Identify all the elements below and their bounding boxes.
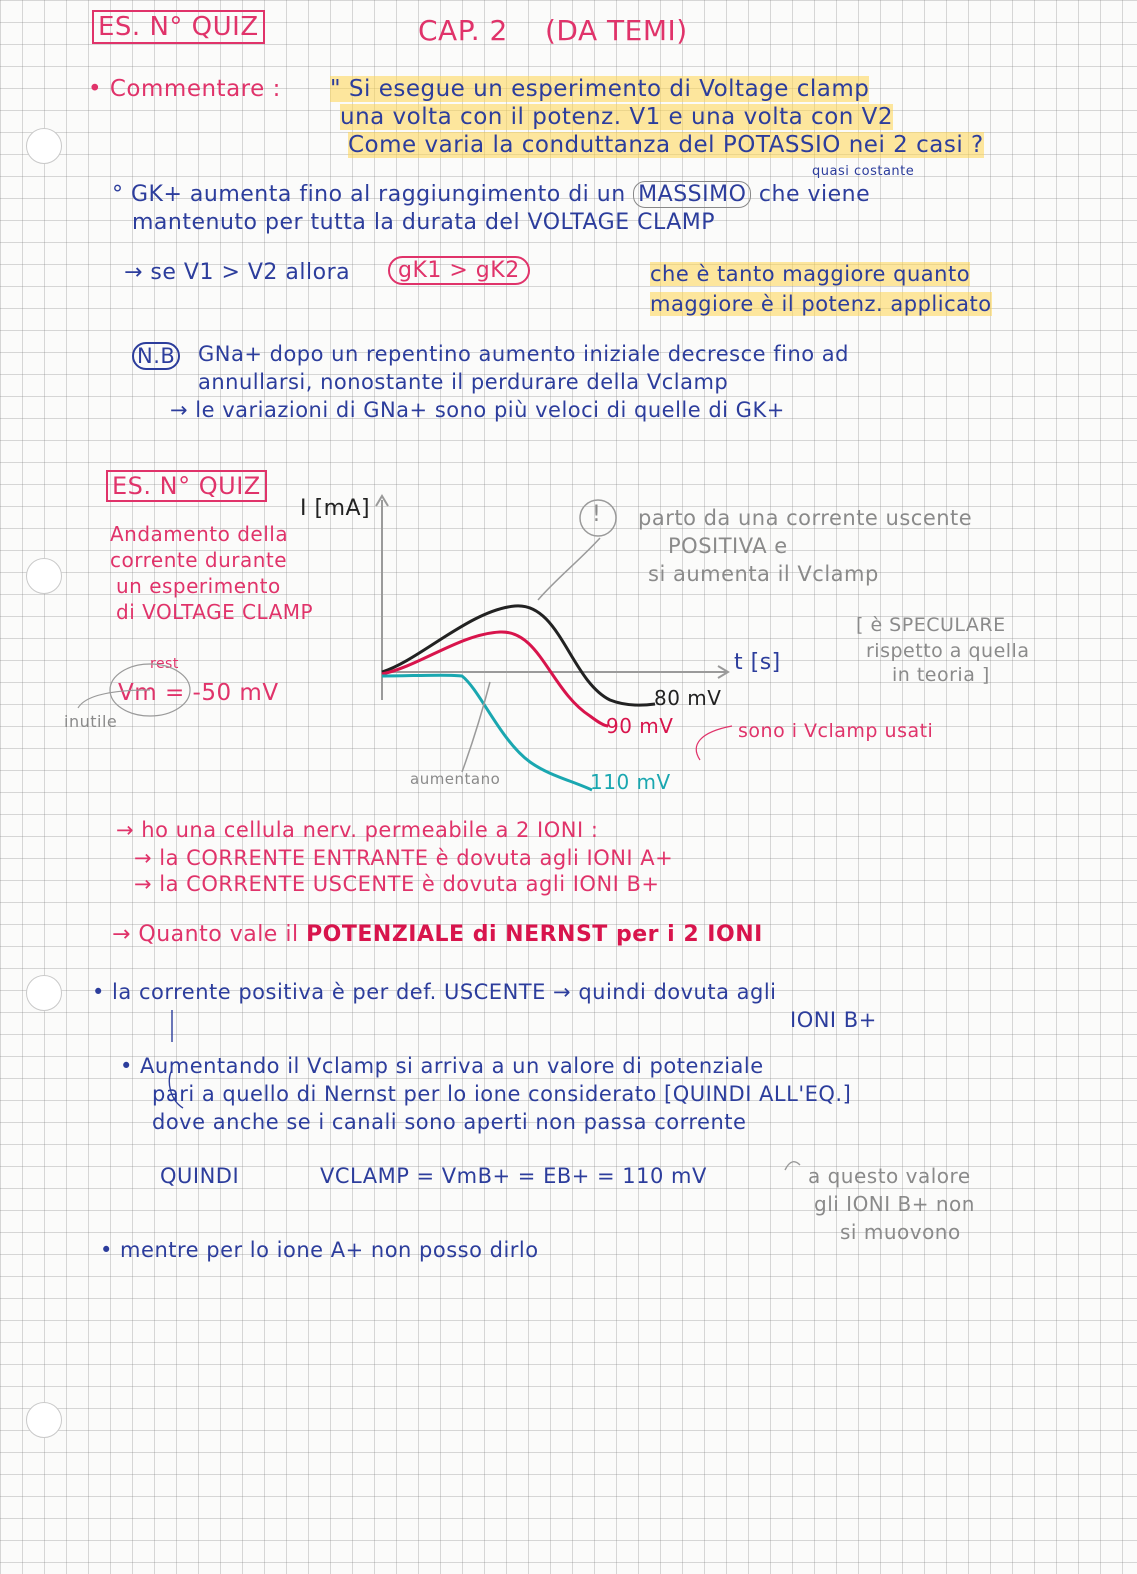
y-axis-label: I [mA] bbox=[300, 496, 371, 521]
note-arrow bbox=[785, 1162, 800, 1170]
series-80mv-line bbox=[382, 606, 655, 705]
answer-line: dove anche se i canali sono aperti non passa corrente bbox=[152, 1110, 747, 1134]
nernst-question bbox=[112, 922, 763, 947]
alert-mark: ! bbox=[592, 502, 602, 527]
answer-text: ° GK+ aumenta fino al raggiungimento di un bbox=[112, 182, 626, 207]
graph-description: di VOLTAGE CLAMP bbox=[116, 600, 314, 624]
quiz-tag: ES. N° QUIZ bbox=[92, 10, 265, 44]
nb-label: N.B bbox=[132, 342, 180, 370]
vrest-superscript: rest bbox=[150, 656, 179, 672]
cell-intro: → ho una cellula nerv. permeabile a 2 IONI : bbox=[116, 818, 599, 842]
graph-note: parto da una corrente uscente bbox=[638, 506, 973, 530]
comparison-note-text: maggiore è il potenz. applicato bbox=[650, 292, 992, 316]
x-axis-label: t [s] bbox=[734, 650, 781, 675]
graph-description: corrente durante bbox=[110, 548, 288, 572]
graph-description: un esperimento bbox=[116, 574, 281, 598]
cell-line: → la CORRENTE ENTRANTE è dovuta agli IONI A+ bbox=[134, 846, 674, 870]
comparison-prefix: → se V1 > V2 allora bbox=[124, 260, 351, 285]
nb-line: → le variazioni di GNa+ sono più veloci di quelle di GK+ bbox=[170, 398, 785, 422]
cell-line: → la CORRENTE USCENTE è dovuta agli IONI B+ bbox=[134, 872, 660, 896]
series-80mv-label: 80 mV bbox=[654, 686, 722, 710]
answer-line: • mentre per lo ione A+ non posso dirlo bbox=[100, 1238, 539, 1262]
aumentano-note: aumentano bbox=[410, 770, 501, 788]
prompt-label: • Commentare : bbox=[88, 76, 281, 102]
series-90mv-label: 90 mV bbox=[606, 714, 674, 738]
formula-note: a questo valore bbox=[808, 1164, 971, 1188]
answer-line: • la corrente positiva è per def. USCENTE → quindi dovuta agli bbox=[92, 980, 777, 1004]
series-110mv-label: 110 mV bbox=[590, 770, 671, 794]
nernst-question-bold: POTENZIALE di NERNST per i 2 IONI bbox=[306, 922, 763, 947]
answer-line: IONI B+ bbox=[790, 1008, 877, 1032]
nb-line: GNa+ dopo un repentino aumento iniziale decresce fino ad bbox=[198, 342, 849, 366]
formula-note: si muovono bbox=[840, 1220, 961, 1244]
speculare-note: rispetto a quella bbox=[866, 640, 1030, 662]
comparison-note-text: che è tanto maggiore quanto bbox=[650, 262, 971, 286]
chapter-title: CAP. 2 bbox=[418, 14, 508, 47]
graph-note: POSITIVA e bbox=[668, 534, 788, 558]
graph-description: Andamento della bbox=[110, 522, 289, 546]
graph-note: si aumenta il Vclamp bbox=[648, 562, 879, 586]
answer-text: che viene bbox=[758, 182, 871, 207]
prompt-line: Come varia la conduttanza del POTASSIO nei 2 casi ? bbox=[348, 132, 984, 158]
note-arrow bbox=[462, 682, 490, 772]
chapter-source: (DA TEMI) bbox=[545, 14, 688, 47]
quindi-label: QUINDI bbox=[160, 1164, 240, 1188]
margin-note: inutile bbox=[64, 712, 118, 731]
speculare-note: in teoria ] bbox=[892, 664, 990, 686]
prompt-line: una volta con il potenz. V1 e una volta con V2 bbox=[340, 104, 894, 130]
series-90mv-line bbox=[382, 632, 608, 726]
note-arrow bbox=[538, 538, 600, 600]
nernst-formula: VCLAMP = VmB+ = EB+ = 110 mV bbox=[320, 1164, 707, 1188]
answer-highlight: MASSIMO bbox=[633, 181, 751, 208]
nernst-question-text: → Quanto vale il bbox=[112, 922, 299, 947]
nb-line: annullarsi, nonostante il perdurare della Vclamp bbox=[198, 370, 729, 394]
note-arrow bbox=[696, 726, 732, 760]
quiz-tag: ES. N° QUIZ bbox=[106, 470, 267, 502]
vclamp-note: sono i Vclamp usati bbox=[738, 720, 934, 742]
answer-line: mantenuto per tutta la durata del VOLTAGE CLAMP bbox=[132, 210, 716, 235]
answer-line: pari a quello di Nernst per lo ione considerato [QUINDI ALL'EQ.] bbox=[152, 1082, 852, 1106]
note-arrow bbox=[78, 690, 150, 708]
prompt-line: " Si esegue un esperimento di Voltage clamp bbox=[330, 76, 870, 102]
formula-note: gli IONI B+ non bbox=[814, 1192, 975, 1216]
speculare-note: [ è SPECULARE bbox=[856, 614, 1006, 636]
comparison-cloud: gK1 > gK2 bbox=[388, 256, 530, 285]
vrest-value: Vm = -50 mV bbox=[118, 680, 279, 706]
answer-line: • Aumentando il Vclamp si arriva a un valore di potenziale bbox=[120, 1054, 764, 1078]
annotation-note: quasi costante bbox=[812, 164, 915, 179]
